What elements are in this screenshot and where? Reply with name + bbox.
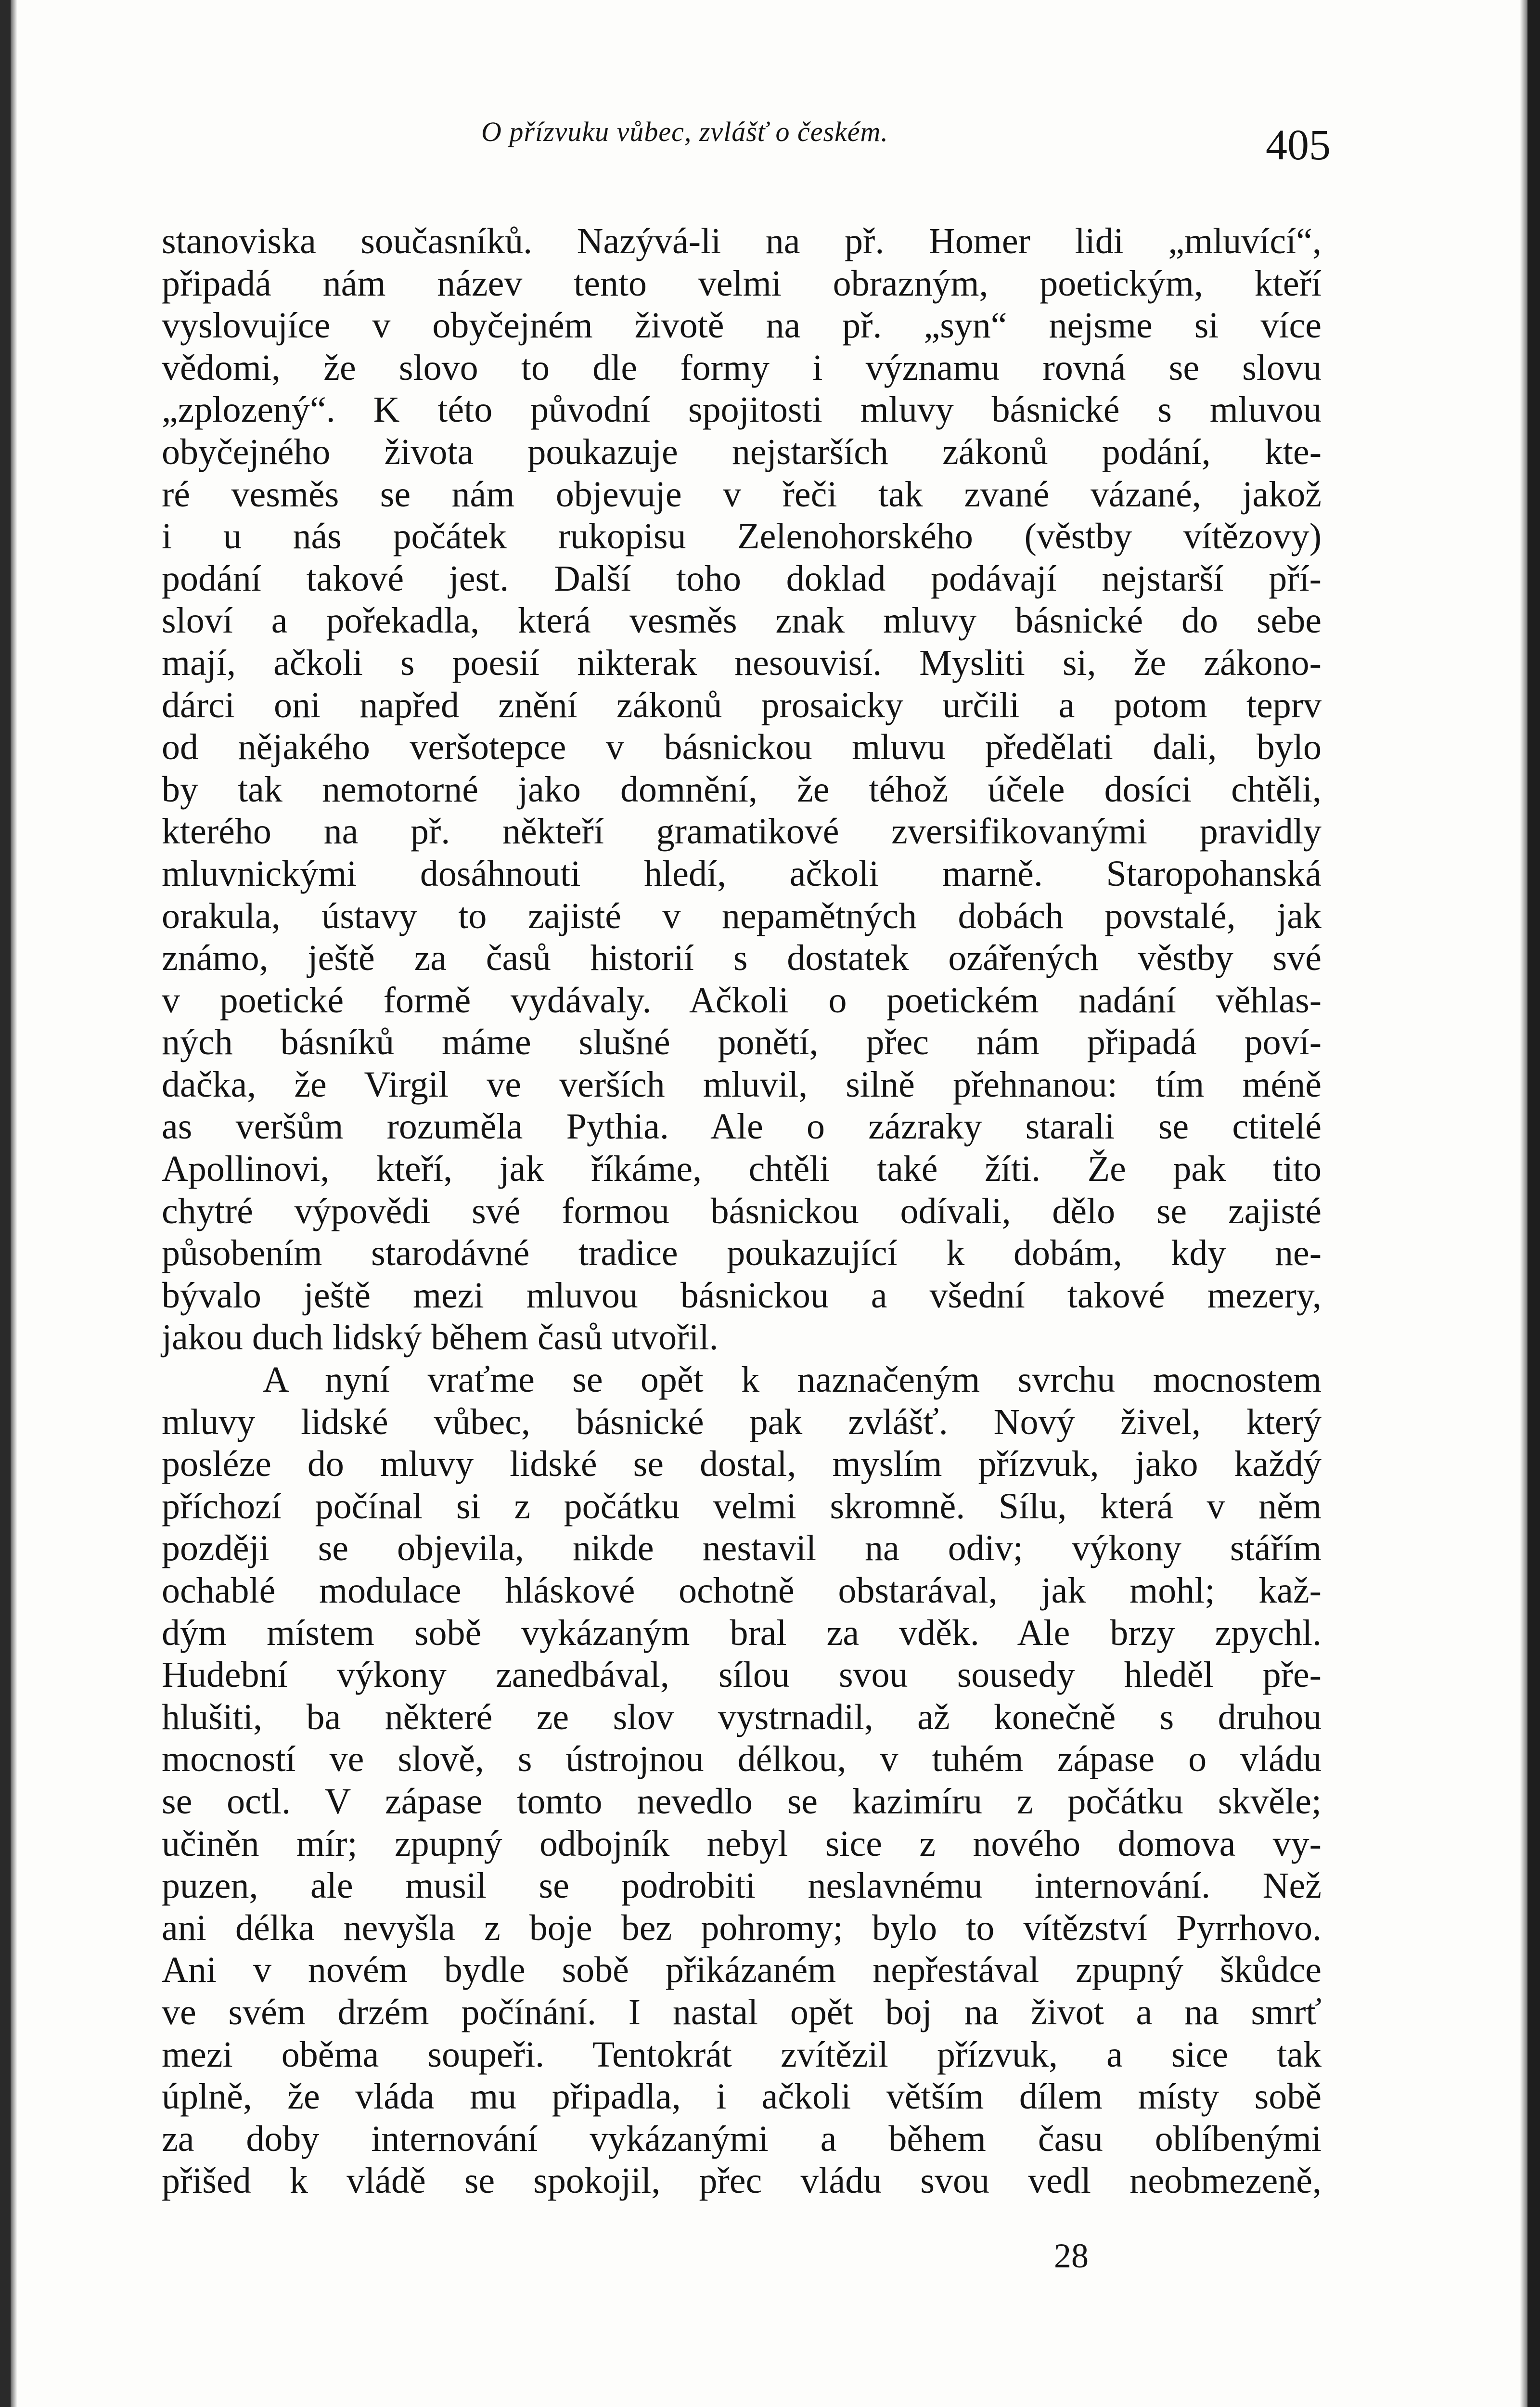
text-line: vyslovujíce v obyčejném životě na př. „syn“ nejsme si více [162,305,1322,346]
text-line: bývalo ještě mezi mluvou básnickou a všední takové mezery, [162,1275,1322,1316]
text-line: vědomi, že slovo to dle formy i významu rovná se slovu [162,347,1322,388]
text-line: posléze do mluvy lidské se dostal, myslím přízvuk, jako každý [162,1444,1322,1485]
text-line: úplně, že vláda mu připadla, i ačkoli větším dílem místy sobě [162,2076,1322,2117]
text-line: v poetické formě vydávaly. Ačkoli o poetickém nadání věhlas- [162,980,1322,1021]
text-line: od nějakého veršotepce v básnickou mluvu předělati dali, bylo [162,727,1322,768]
text-line: sloví a pořekadla, která vesměs znak mluvy básnické do sebe [162,600,1322,641]
text-line: Apollinovi, kteří, jak říkáme, chtěli také žíti. Že pak tito [162,1149,1322,1190]
page-number: 405 [1266,121,1331,169]
text-line: Ani v novém bydle sobě přikázaném nepřestával zpupný škůdce [162,1950,1322,1991]
text-line: se octl. V zápase tomto nevedlo se kazimíru z počátku skvěle; [162,1781,1322,1822]
scan-left-edge [0,0,11,2407]
text-line: mluvnickými dosáhnouti hledí, ačkoli marně. Staropohanská [162,853,1322,894]
text-line: později se objevila, nikde nestavil na odiv; výkony stářím [162,1528,1322,1569]
paragraph-end-line: jakou duch lidský během časů utvořil. [162,1317,719,1358]
text-line: orakula, ústavy to zajisté v nepamětných dobách povstalé, jak [162,895,1322,936]
scan-right-shadow [1520,0,1527,2407]
text-line: podání takové jest. Další toho doklad podávají nejstarší pří- [162,558,1322,599]
text-line: dým místem sobě vykázaným bral za vděk. Ale brzy zpychl. [162,1612,1322,1653]
text-line: kterého na př. někteří gramatikové zversifikovanými pravidly [162,811,1322,852]
text-line: připadá nám název tento velmi obrazným, poetickým, kteří [162,263,1322,304]
signature-mark: 28 [1054,2237,1089,2275]
text-line: as veršům rozuměla Pythia. Ale o zázraky starali se ctitelé [162,1106,1322,1147]
text-line: učiněn mír; zpupný odbojník nebyl sice z nového domova vy- [162,1823,1322,1864]
paragraph-start-line: A nyní vraťme se opět k naznačeným svrchu mocnostem [263,1359,1322,1400]
text-line: i u nás počátek rukopisu Zelenohorského (věstby vítězovy) [162,516,1322,557]
text-line: ré vesměs se nám objevuje v řeči tak zvané vázané, jakož [162,474,1322,515]
text-line: stanoviska současníků. Nazývá-li na př. Homer lidi „mluvící“, [162,221,1322,261]
text-line: známo, ještě za časů historií s dostatek ozářených věstby své [162,938,1322,979]
text-line: mají, ačkoli s poesií nikterak nesouvisí. Mysliti si, že zákono- [162,642,1322,683]
text-line: za doby internování vykázanými a během času oblíbenými [162,2118,1322,2159]
text-line: působením starodávné tradice poukazující k dobám, kdy ne- [162,1233,1322,1274]
text-line: obyčejného života poukazuje nejstarších zákonů podání, kte- [162,431,1322,472]
text-line: ných básníků máme slušné ponětí, přec nám připadá poví- [162,1022,1322,1063]
body-text [162,220,1322,2202]
text-line: hlušiti, ba některé ze slov vystrnadil, až konečně s druhou [162,1696,1322,1737]
running-head: O přízvuku vůbec, zvlášť o českém. [481,116,888,147]
text-line: by tak nemotorné jako domnění, že téhož účele dosíci chtěli, [162,769,1322,810]
text-line: mluvy lidské vůbec, básnické pak zvlášť. Nový živel, který [162,1401,1322,1442]
scan-right-edge [1527,0,1540,2407]
text-line: puzen, ale musil se podrobiti neslavnému internování. Než [162,1865,1322,1906]
text-line: příchozí počínal si z počátku velmi skromně. Sílu, která v něm [162,1486,1322,1527]
text-line: mocností ve slově, s ústrojnou délkou, v tuhém zápase o vládu [162,1739,1322,1780]
text-line: ani délka nevyšla z boje bez pohromy; bylo to vítězství Pyrrhovo. [162,1907,1322,1948]
text-line: ve svém drzém počínání. I nastal opět boj na život a na smrť [162,1992,1322,2032]
text-line: přišed k vládě se spokojil, přec vládu svou vedl neobmezeně, [162,2161,1322,2201]
text-line: dárci oni napřed znění zákonů prosaicky určili a potom teprv [162,685,1322,725]
text-line: „zplozený“. K této původní spojitosti mluvy básnické s mluvou [162,389,1322,430]
text-line: Hudební výkony zanedbával, sílou svou sousedy hleděl pře- [162,1655,1322,1695]
text-line: mezi oběma soupeři. Tentokrát zvítězil přízvuk, a sice tak [162,2034,1322,2075]
text-line: chytré výpovědi své formou básnickou odívali, dělo se zajisté [162,1191,1322,1231]
scan-left-shadow [11,0,17,2407]
text-line: ochablé modulace hláskové ochotně obstarával, jak mohl; kaž- [162,1570,1322,1611]
text-line: dačka, že Virgil ve verších mluvil, silně přehnanou: tím méně [162,1064,1322,1105]
